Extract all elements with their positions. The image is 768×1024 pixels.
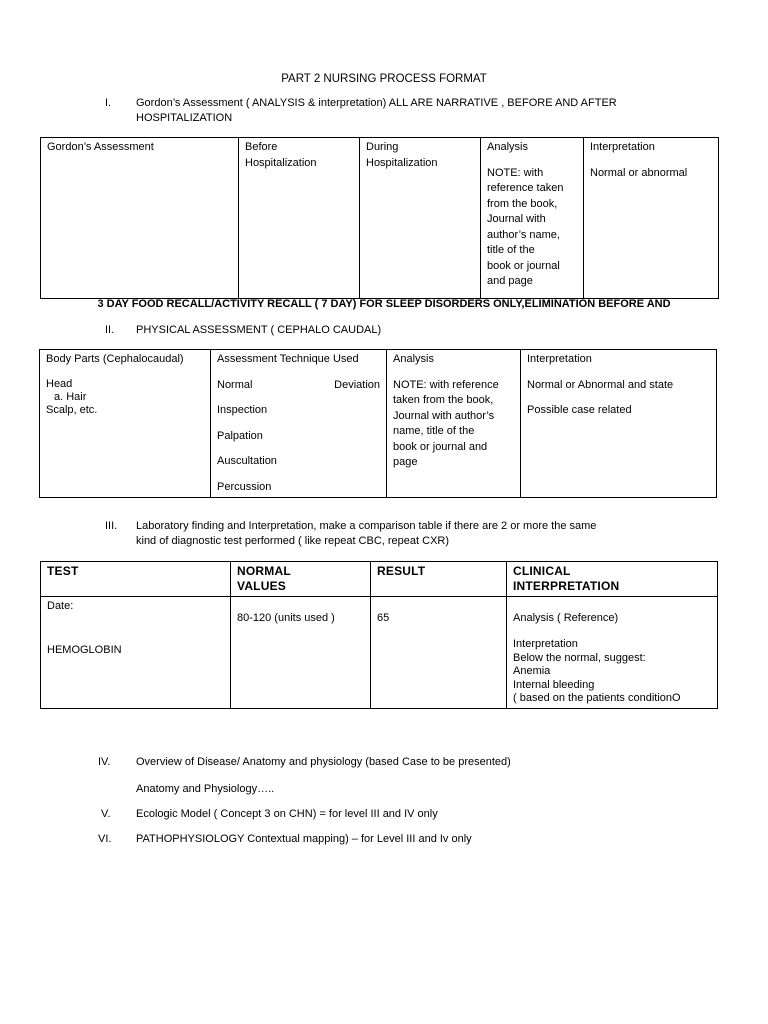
lab-header-test — [41, 562, 231, 597]
section-4-number: IV. — [98, 756, 111, 768]
section-4-heading: Overview of Disease/ Anatomy and physiology (based Case to be presented) — [136, 756, 511, 768]
lab-header-result-label: RESULT — [377, 564, 426, 578]
pa-interpretation-line: Normal or Abnormal and state — [527, 378, 674, 391]
lab-header-result — [371, 562, 507, 597]
gordons-col-during — [360, 138, 481, 299]
analysis-note-line: title of the — [487, 244, 535, 256]
analysis-title: Analysis — [487, 141, 528, 153]
technique-item: Palpation — [217, 429, 263, 442]
pa-analysis-note-line: Journal with author’s — [393, 409, 495, 422]
pa-interpretation-title: Interpretation — [527, 353, 592, 365]
technique-col — [211, 350, 387, 498]
section-3-line-2: kind of diagnostic test performed ( like repeat CBC, repeat CXR) — [136, 535, 450, 547]
lab-clinical-cell — [507, 597, 718, 709]
table-row — [41, 597, 718, 709]
lab-clinical-line: Anemia — [513, 665, 551, 677]
section-3-number: III. — [105, 520, 118, 532]
gordons-col-interpretation — [584, 138, 719, 299]
gordons-col-assessment-label: Gordon’s Assessment — [47, 141, 154, 153]
before-label-2: Hospitalization — [245, 156, 317, 169]
body-part-item: a. Hair — [54, 390, 87, 403]
gordons-col-before — [239, 138, 360, 299]
technique-item: Inspection — [217, 404, 268, 416]
deviation-label: Deviation — [334, 378, 380, 391]
lab-clinical-line: Analysis ( Reference) — [513, 612, 619, 624]
analysis-note-line: author’s name, — [487, 228, 560, 241]
technique-item: Auscultation — [217, 455, 277, 467]
recall-note: 3 DAY FOOD RECALL/ACTIVITY RECALL ( 7 DAY) FOR SLEEP DISORDERS ONLY,ELIMINATION BEFORE AND — [97, 298, 671, 310]
body-part-item: Head — [46, 377, 73, 390]
analysis-col — [387, 350, 521, 498]
lab-result-cell — [371, 597, 507, 709]
body-part-item: Scalp, etc. — [46, 403, 98, 416]
interpretation-note: Normal or abnormal — [590, 166, 688, 179]
lab-result-value: 65 — [377, 612, 390, 624]
section-1-number: I. — [105, 97, 112, 109]
section-2-number: II. — [105, 324, 115, 336]
lab-normal-cell — [231, 597, 371, 709]
lab-header-row — [41, 562, 718, 597]
lab-clinical-line: Below the normal, suggest: — [513, 651, 646, 664]
section-6-number: VI. — [98, 833, 112, 845]
normal-deviation-row — [217, 378, 380, 394]
section-3-heading — [136, 519, 716, 549]
analysis-note-line: Journal with — [487, 213, 546, 225]
pa-analysis-note-line: name, title of the — [393, 425, 475, 437]
gordons-assessment-table — [40, 137, 719, 299]
physical-assessment-table — [39, 349, 717, 498]
analysis-note-line: and page — [487, 275, 533, 287]
lab-normal-value: 80-120 (units used ) — [237, 612, 335, 624]
pa-analysis-note-line: book or journal and — [393, 440, 488, 453]
lab-header-normal — [231, 562, 371, 597]
before-label-1: Before — [245, 141, 278, 153]
interpretation-title: Interpretation — [590, 141, 655, 153]
technique-title: Assessment Technique Used — [217, 353, 359, 365]
lab-header-clinical-l1: CLINICAL — [513, 564, 571, 578]
section-3-line-1: Laboratory finding and Interpretation, make a comparison table if there are 2 or more the same — [136, 520, 597, 532]
section-5-heading: Ecologic Model ( Concept 3 on CHN) = for level III and IV only — [136, 808, 438, 820]
technique-item: Percussion — [217, 480, 272, 493]
lab-test-cell — [41, 597, 231, 709]
pa-analysis-note-line: page — [393, 456, 418, 468]
analysis-note-line: NOTE: with — [487, 166, 544, 179]
during-label-2: Hospitalization — [366, 156, 438, 169]
page-title: PART 2 NURSING PROCESS FORMAT — [281, 73, 487, 85]
pa-analysis-note-line: NOTE: with reference — [393, 378, 499, 391]
lab-clinical-line: Internal bleeding — [513, 678, 595, 691]
pa-analysis-note-line: taken from the book, — [393, 394, 494, 406]
pa-analysis-title: Analysis — [393, 353, 434, 365]
lab-header-test-label: TEST — [47, 564, 79, 578]
normal-label: Normal — [217, 378, 253, 391]
lab-findings-table — [40, 561, 718, 709]
gordons-col-assessment — [41, 138, 239, 299]
pa-interpretation-col — [521, 350, 717, 498]
lab-test-name: HEMOGLOBIN — [47, 644, 122, 656]
pa-interpretation-line: Possible case related — [527, 404, 632, 416]
body-parts-title: Body Parts (Cephalocaudal) — [46, 353, 184, 365]
section-1-line-1: Gordon’s Assessment ( ANALYSIS & interpretation) ALL ARE NARRATIVE , BEFORE AND AFTER — [136, 97, 617, 109]
section-4-sub: Anatomy and Physiology….. — [136, 783, 275, 795]
body-parts-col — [40, 350, 211, 498]
lab-clinical-line: Interpretation — [513, 638, 578, 650]
lab-date-label: Date: — [47, 600, 74, 612]
analysis-note-line: from the book, — [487, 197, 558, 210]
gordons-col-analysis — [481, 138, 584, 299]
lab-header-normal-l2: VALUES — [237, 579, 286, 593]
lab-header-normal-l1: NORMAL — [237, 564, 291, 578]
during-label-1: During — [366, 141, 399, 153]
section-5-number: V. — [101, 808, 111, 820]
lab-header-clinical-l2: INTERPRETATION — [513, 579, 620, 593]
section-1-heading — [136, 96, 696, 126]
section-1-line-2: HOSPITALIZATION — [136, 112, 233, 124]
lab-header-clinical — [507, 562, 718, 597]
lab-clinical-line: ( based on the patients conditionO — [513, 692, 681, 704]
analysis-note-line: reference taken — [487, 182, 564, 194]
section-6-heading: PATHOPHYSIOLOGY Contextual mapping) – for Level III and Iv only — [136, 833, 472, 845]
section-2-heading: PHYSICAL ASSESSMENT ( CEPHALO CAUDAL) — [136, 324, 382, 336]
analysis-note-line: book or journal — [487, 259, 560, 272]
